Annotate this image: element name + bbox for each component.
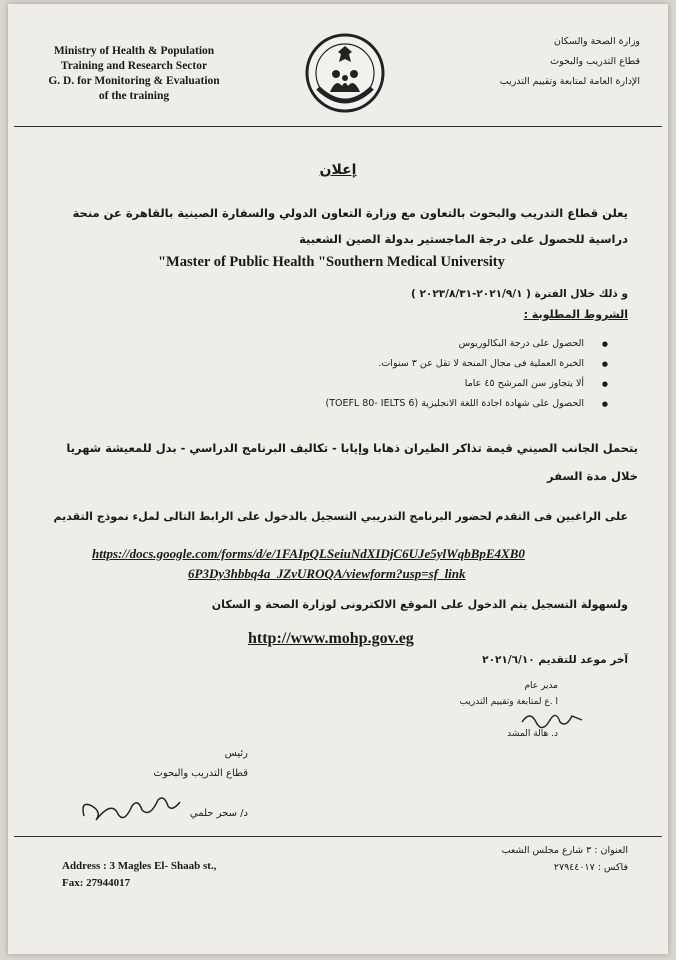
condition-item: ● الحصول على درجة البكالوريوس [84, 334, 584, 354]
condition-item: ● ألا يتجاوز سن المرشح ٤٥ عاما [84, 374, 584, 394]
arabic-address [448, 842, 628, 876]
application-deadline: آخر موعد للتقديم ٢٠٢١/٦/١٠ [482, 654, 628, 666]
english-letterhead [34, 44, 234, 104]
address-ar-line: فاكس : ٢٧٩٤٤٠١٧ [553, 862, 628, 873]
letterhead-en-line: Training and Research Sector [60, 60, 208, 72]
form-link-line-2[interactable]: 6P3Dy3hbbq4a_JZvUROQA/viewform?usp=sf_link [188, 566, 466, 581]
address-en-line: Address : 3 Magles El- Shaab st., [62, 860, 217, 872]
letterhead-ar-line: قطاع التدريب والبحوث [550, 56, 640, 67]
sector-head-signature-icon [78, 794, 188, 826]
register-instructions: ولسهولة التسجيل يتم الدخول على الموقع الالكترونى لوزارة الصحة و السكان [211, 598, 628, 611]
footer-divider [14, 836, 662, 837]
benefits-paragraph: يتحمل الجانب الصيني قيمة تذاكر الطيران ذهابا وإيابا - تكاليف البرنامج الدراسي - بدل للمعيشة شهريا خلال مدة السفر [66, 441, 638, 483]
letterhead-en-line: G. D. for Monitoring & Evaluation [48, 75, 220, 87]
conditions-list [84, 334, 584, 414]
program-name: "Master of Public Health "Southern Medical University [158, 254, 505, 270]
condition-item: ● الخبرة العملية فى مجال المنحة لا تقل عن ٣ سنوات. [84, 354, 584, 374]
gm-line: ا .ع لمتابعة وتقييم التدريب [459, 697, 558, 707]
head-line: رئيس [224, 748, 248, 759]
apply-instructions: على الراغبين فى التقدم لحضور البرنامج التدريبي التسجيل بالدخول على الرابط التالى لملء نموذج التقديم [53, 510, 628, 523]
address-ar-line: العنوان : ٣ شارع مجلس الشعب [501, 845, 628, 856]
gm-signature-icon [518, 708, 588, 730]
ministry-logo-icon [304, 32, 386, 114]
condition-item: ● الحصول على شهادة اجادة اللغة الانجليزية (TOEFL 80- IELTS 6) [84, 394, 584, 414]
ministry-website-link[interactable]: http://www.mohp.gov.eg [248, 630, 414, 647]
letterhead-en-line: Ministry of Health & Population [53, 45, 215, 57]
gm-line: د. هالة المشد [507, 729, 558, 739]
letterhead-ar-line: الإدارة العامة لمتابعة وتقييم التدريب [499, 76, 640, 87]
form-link-line-1[interactable]: https://docs.google.com/forms/d/e/1FAIpQLSeiuNdXIDjC6UJe5ylWqbBpE4XB0 [92, 546, 525, 561]
address-en-line: Fax: 27944017 [62, 877, 131, 889]
conditions-heading: الشروط المطلوبة : [523, 308, 628, 321]
gm-line: مدير عام [524, 681, 558, 691]
intro-paragraph: يعلن قطاع التدريب والبحوث بالتعاون مع وزارة التعاون الدولي والسفارة الصينية بالقاهرة عن منحة دراسية للحصول على درجة الماجستير بدولة الصين الشعبية [72, 206, 628, 246]
letterhead-en-line: of the training [98, 90, 170, 102]
document-page [8, 4, 668, 954]
program-period: و ذلك خلال الفترة ( ٢٠٢١/٩/١-٢٠٢٣/٨/٣١ ) [411, 288, 628, 300]
arabic-letterhead [440, 32, 640, 92]
english-address [62, 858, 216, 892]
letterhead-ar-line: وزارة الصحة والسكان [553, 36, 640, 47]
head-line: د/ سحر حلمي [189, 808, 248, 819]
announcement-title: إعلان [319, 162, 357, 178]
header-divider [14, 126, 662, 127]
head-line: قطاع التدريب والبحوث [153, 768, 248, 779]
